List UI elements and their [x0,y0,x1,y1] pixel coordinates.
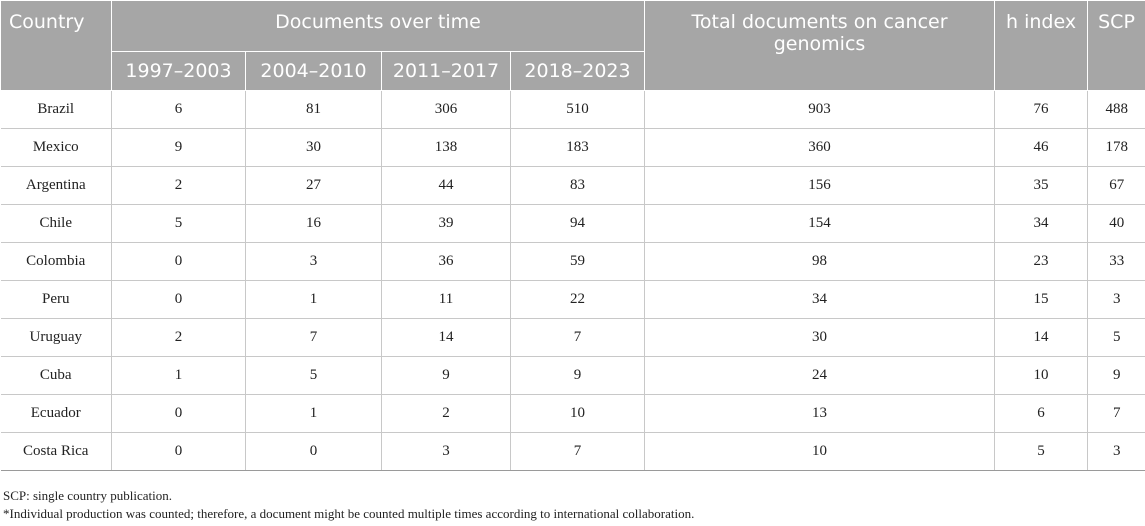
cell-h-index: 14 [995,319,1088,357]
cell-2004-2010: 27 [246,167,382,205]
header-h-index: h index [995,1,1088,91]
header-period-2011-2017: 2011–2017 [382,52,511,91]
cell-2018-2023: 22 [511,281,645,319]
footnotes [3,487,694,523]
cell-total: 34 [645,281,995,319]
cell-scp: 9 [1088,357,1145,395]
cell-2004-2010: 1 [246,395,382,433]
cell-scp: 3 [1088,433,1145,471]
cell-total: 98 [645,243,995,281]
cell-2018-2023: 10 [511,395,645,433]
table-body [1,91,1145,471]
cell-2004-2010: 1 [246,281,382,319]
table-row [1,281,1145,319]
cell-scp: 3 [1088,281,1145,319]
cell-2011-2017: 2 [382,395,511,433]
header-period-2018-2023: 2018–2023 [511,52,645,91]
cell-1997-2003: 0 [112,433,246,471]
cell-scp: 67 [1088,167,1145,205]
cell-total: 154 [645,205,995,243]
cell-2018-2023: 7 [511,319,645,357]
cell-2018-2023: 59 [511,243,645,281]
cell-2004-2010: 5 [246,357,382,395]
table-row [1,91,1145,129]
cell-total: 30 [645,319,995,357]
cell-2011-2017: 14 [382,319,511,357]
cell-country: Uruguay [1,319,112,357]
cell-total: 156 [645,167,995,205]
cell-country: Cuba [1,357,112,395]
cell-scp: 7 [1088,395,1145,433]
cell-country: Argentina [1,167,112,205]
cell-scp: 33 [1088,243,1145,281]
cell-2018-2023: 7 [511,433,645,471]
table-row [1,319,1145,357]
cell-2011-2017: 138 [382,129,511,167]
header-scp: SCP [1088,1,1145,91]
table-row [1,395,1145,433]
cell-country: Mexico [1,129,112,167]
header-total-documents: Total documents on cancer genomics [645,1,995,91]
cell-1997-2003: 9 [112,129,246,167]
table-row [1,167,1145,205]
header-period-1997-2003: 1997–2003 [112,52,246,91]
cell-2011-2017: 36 [382,243,511,281]
footnote-individual-production: *Individual production was counted; therefore, a document might be counted multiple times according to international collaboration. [3,506,695,521]
cell-h-index: 34 [995,205,1088,243]
header-country: Country [1,1,112,91]
table-row [1,243,1145,281]
table-row [1,205,1145,243]
cell-country: Ecuador [1,395,112,433]
cell-1997-2003: 6 [112,91,246,129]
table-header [1,1,1145,91]
cell-2011-2017: 3 [382,433,511,471]
cell-scp: 5 [1088,319,1145,357]
cell-h-index: 15 [995,281,1088,319]
cell-scp: 488 [1088,91,1145,129]
cell-total: 360 [645,129,995,167]
cell-country: Peru [1,281,112,319]
cell-country: Brazil [1,91,112,129]
table-row [1,357,1145,395]
cell-h-index: 35 [995,167,1088,205]
header-period-2004-2010: 2004–2010 [246,52,382,91]
cell-h-index: 10 [995,357,1088,395]
cell-h-index: 23 [995,243,1088,281]
table-row [1,129,1145,167]
cell-h-index: 5 [995,433,1088,471]
cell-h-index: 76 [995,91,1088,129]
cell-scp: 178 [1088,129,1145,167]
cell-country: Costa Rica [1,433,112,471]
cell-country: Colombia [1,243,112,281]
cell-1997-2003: 0 [112,395,246,433]
cell-total: 10 [645,433,995,471]
cell-2011-2017: 39 [382,205,511,243]
table-row [1,433,1145,471]
cell-2018-2023: 510 [511,91,645,129]
header-documents-over-time: Documents over time [112,1,645,52]
cell-country: Chile [1,205,112,243]
cell-2004-2010: 7 [246,319,382,357]
cell-total: 24 [645,357,995,395]
cell-1997-2003: 0 [112,281,246,319]
cell-2011-2017: 9 [382,357,511,395]
cell-1997-2003: 0 [112,243,246,281]
cell-total: 903 [645,91,995,129]
cell-2004-2010: 3 [246,243,382,281]
cell-2011-2017: 44 [382,167,511,205]
cell-2018-2023: 83 [511,167,645,205]
cell-2011-2017: 11 [382,281,511,319]
cell-2004-2010: 0 [246,433,382,471]
cell-1997-2003: 2 [112,167,246,205]
cell-2011-2017: 306 [382,91,511,129]
footnote-scp: SCP: single country publication. [3,488,172,503]
cell-h-index: 46 [995,129,1088,167]
cell-2018-2023: 183 [511,129,645,167]
cell-2004-2010: 16 [246,205,382,243]
cell-2004-2010: 81 [246,91,382,129]
cell-scp: 40 [1088,205,1145,243]
cell-total: 13 [645,395,995,433]
cell-1997-2003: 5 [112,205,246,243]
cell-1997-2003: 1 [112,357,246,395]
cell-1997-2003: 2 [112,319,246,357]
cell-2018-2023: 9 [511,357,645,395]
cell-h-index: 6 [995,395,1088,433]
cell-2018-2023: 94 [511,205,645,243]
cell-2004-2010: 30 [246,129,382,167]
